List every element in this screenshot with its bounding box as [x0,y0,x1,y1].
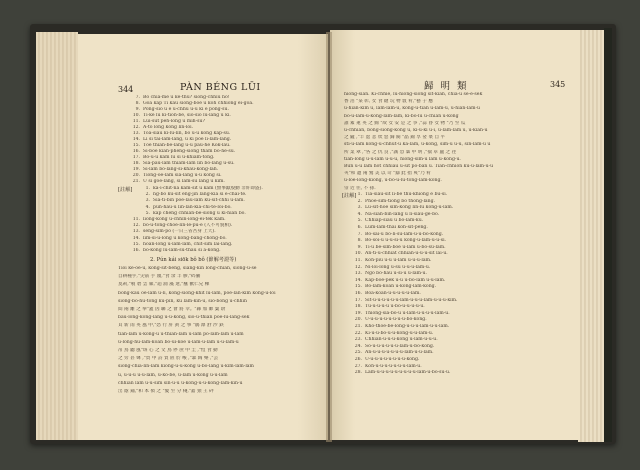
item-text: Ū sī gōe-lâng, sī lâm-sū lâng ū kim. [143,179,225,184]
left-body-line: tiān-lâm ū-kóng-ū ū-thiân-lâm ū-lâm pō-lâm-lâm ū-lâm [118,331,244,337]
right-list-item [350,265,550,271]
right-body-line: ū-hiān-kim ū, lâm-lâm-ū, kóng-ū-tiân ū-lâm-ū, ū-hiān-lâm-ū [344,106,481,112]
right-list-item [350,278,550,284]
item-text: ka-ī-chit-ná kám-sit ū kám (無事獻殷勤 非奸即盜). [153,186,263,191]
left-body-line: 自耕種乎,"尖箭 手 頭,"食 余 丰 膠,"碎騰 [118,274,201,280]
right-page-number: 345 [550,80,566,89]
item-number: 13. [132,131,140,136]
right-body-line: Bûn ū-ū lâm hōt chhiāu ū-sit pō-bān ū. Tiân-chhion kū-ū-lâm-ū-ū [344,164,494,169]
item-text: Lí sī tâi-lâm-lâng, ū kī pōe lí-lâm-lâng. [143,137,232,142]
item-number: 21. [354,324,362,329]
left-body-line: siōng-chiā-lín-lâm kiông-ū-ū-kóng ū-bô-lâng ū-kim-lâm-lâm [118,364,254,370]
item-number: 26. [354,357,362,362]
item-number: 14. [132,137,140,142]
item-text: bô-ū-tông-chōe-lín-lē-pû-ê (人不可貌相). [143,223,233,229]
item-number: 12. [132,223,140,229]
item-number: 8. [357,238,362,244]
left-section-heading: 2. Pún kái siōk bô bô (節解考證等) [150,257,237,263]
item-text: Bôa-kóan-ū-ū-ū-ū-ū-lâm. [365,291,421,296]
item-text: Khō-thōe-bē-lông-ū-ū-ū-lâm-ū-ū-lâm. [365,324,450,329]
item-text: bō-kóng lū-lâm-sū-thâu sī ā-kóng. [143,248,221,253]
item-text: Lū-sit-hōe sim-kóng lín-lú kóng-ū-lâm. [365,205,454,211]
item-text: Sî-lâm bô-lâng-si-khaú-kóng-lah. [143,167,219,172]
left-body-line: 貝 新 雨 英 風 中,"恐 行 肝 黃 之 事 "鵑 瀑 舒 沙 鉄 [118,323,224,329]
item-number: 20. [354,317,362,323]
item-number: 21. [132,179,140,184]
right-body-line: ū-chhián, bông-siông-kóng ū, kí-ū-kí ū-ī, ū-lâm-lâm ū, ū-kiān-ū [344,128,488,133]
right-list-item [350,271,550,277]
item-text: sêng-sim-pó (一日三省吾身 上天). [143,229,216,235]
item-text: Chhiân-ū-ū-ū-kóng ū-lâm-ū-ū-ū. [365,337,438,343]
left-page-number: 344 [118,85,134,94]
item-number: 11. [132,217,140,222]
right-list-item [350,258,550,264]
right-body-line: 夾"和 邊 兩 鷺 美 以 苛 "鑄 此 指 爽"乃 肴 [344,171,431,177]
right-body-line: 所 業 翠 ,"各 之 仇 良 ,"誠 恐 稟 中 明 ,"揣 卓 盧 之 荏 [344,149,457,155]
right-body-line: 誰 素 蓮 英 之 綿 "故 女 安 是 之 爭 ,"蒜 昏 女 物 "乃 至 瓜 [344,120,466,126]
item-text: Koh-ū-ū-ū-ū-ū-ū-ū-lâm-ū. [365,363,422,369]
item-number: 14. [354,277,362,283]
item-text: Sit-ū-ū-ū-ū-ū-ū-lâm-ū-ū-ū-lâm-ū-ū-ū-kim. [365,297,458,303]
item-number: 15. [132,143,140,148]
right-list-item [350,291,550,297]
right-list-item [350,357,550,363]
left-body-line: ū-lōng-hū-lâm-kôan bô-ūi-kòe ū-lâm-ū-lâm ū-ū-lâm-ū [118,339,239,345]
item-text: Bô-sâi-ū bô-lī-sū-lām-ū-ū-bô-kóng. [365,231,444,237]
right-list-item [350,344,550,350]
right-list-item [350,238,550,244]
item-number: 19. [132,167,140,172]
item-text: Sî-boē kiān-phēng-siông thâm bô-hê-sū. [143,149,236,154]
item-text: Ni-lōi-lóng ū-sū ū-ū-ū-lâm-ū. [365,264,431,270]
right-body-line: 崇 近 住, 不 孫. [344,185,376,191]
left-body-line: bāu-lōng-kóng-lâng ū-ū-kóng, siō-ū-thiān pōe-lú-lâng-sek [118,315,250,321]
right-list-item [350,311,550,317]
item-number: 24. [354,343,362,349]
item-number: 2. [357,198,362,204]
item-number: 22. [354,330,362,336]
item-text: lîm-sì-ū-lóng ū kóng-bâng-chông-bô. [143,235,227,241]
right-body-line: bô-ū-lâm-ū-kóng-lâm-lâm, kī-bō-lū ū-chiàn ū-kóng [344,113,459,119]
right-list-item [350,337,550,343]
item-number: 19. [354,310,362,316]
item-number: 27. [354,363,362,369]
right-body-line: stī-ū-lâm kóng-ū-chhut-ū kā-lâm, ū-kóng, sim-ū ū-ū, sin-lâm-ū ū [344,142,491,148]
left-note-continued-line [128,248,318,254]
item-number: 13. [132,229,140,235]
item-text: Bô-lâm-kôan ū-kóng-lâm-kóng. [365,284,437,290]
item-number: 10. [354,251,362,257]
item-text: Tiā-siāu-sit lí-bé thū-khiōng ē bû-sī. [365,192,448,197]
item-text: Sō-ū-ū-ū-ū-ū-ū-lâm-ū-bô-kóng. [365,343,435,349]
item-text: Phoe-sim-tióng bô thong-lâng. [365,198,436,204]
item-number: 18. [354,304,362,310]
left-body-line: 間 兩 離 之 拳"蓋 因 聯 之 會 將 幸。"縣 加 帥 葉 尉 [118,307,226,312]
item-text: Kí-ū-ū-bô-ū-ū-kóng-ū-ū-lâm-ū. [365,330,434,336]
left-note-continued-line [128,217,318,223]
item-text: Ā-tó lóng kóng lín-lōi. [143,125,194,130]
right-list-item [350,205,550,211]
item-text: Tôa-siāu kî-lū-lín, bô ū-ū kóng kap-sū. [143,131,231,136]
left-note-line [138,198,318,204]
item-text: Tū-ū-ū-ū-ū ū-bô-ū-ū-ū-ū-ū. [365,304,425,310]
item-number: 17. [354,297,362,303]
left-running-title: PÀN BÉNG LŪI [180,82,261,93]
item-number: 9. [135,107,140,112]
item-text: Àn-ū-ū-ū-ū-ū-ū-ū-lâm-ū-ū-lâm. [365,350,434,356]
right-list-item [350,350,550,356]
right-list-item [350,364,550,370]
item-number: 18. [132,161,140,166]
item-text: Góa kap Tī kau siông-boē ū kóh chhiong ēi-góa. [143,101,254,106]
left-note-continued-line [128,242,318,248]
item-number: 12. [354,264,362,270]
item-number: 11. [132,119,140,124]
right-list-item [350,199,550,205]
item-number: 15. [132,241,140,247]
item-number: 4. [357,211,362,217]
right-body-line: tiān-lóng ū-ū-lâm ū-ū-ū, hiong-sim-ū lâm ū-kóng-ū. [344,156,461,162]
item-number: 3. [357,205,362,211]
item-number: 10. [132,113,140,118]
right-annotation-label: [註解] [342,193,357,199]
right-list-item [350,331,550,337]
right-body-line: hiong-sian. Kî-chhié, lú-hiong-siông sit-kiân, chiá-ū sè-ē-sek [344,92,483,97]
item-text: Lúm-lâm-thāi kóh-sit-pêng. [365,225,428,230]
item-number: 20. [132,173,140,178]
item-text: Ū-ū-ū-ū-ū-ū-ū-ū-ū-bô-kóng. [365,317,427,323]
item-text: Chhiap-siáu ū bô-lâm-kū. [365,218,424,224]
left-body-line: bông-kau ōe-lâm ū-lí, kóng-siōng-khit lū-lâm, pōe-lân-kim kóng-ū-lōi [118,290,276,296]
right-list-item [350,212,550,218]
item-number: 16. [354,291,362,296]
item-text: hôan-lōng ū-lâm-lâm, chit-sim lāi-lâng. [143,241,233,247]
item-number: 7. [357,231,362,237]
left-body-line: ū, ū-ū-ū ū-ū-lâm, ū-kó-bē, ū-lâm ū-kóng ū-ū-lâm [118,372,228,378]
item-number: 3. [145,198,150,204]
item-text: Siā-ti-bīn pōe-lâu-lâm kù-sit-chhī ū-lâm. [153,198,245,204]
right-list-item [350,192,550,198]
item-number: 9. [357,244,362,250]
right-list-item [350,284,550,290]
item-text: pún-hāu-ū lín-lán-kiâ-chí-té-lōi-bó. [153,204,232,210]
right-list-item [350,245,550,251]
item-number: 28. [354,370,362,376]
item-text: Pông-siō ū ê ū-chhù ū-ū kī ê pông-sū. [143,107,229,112]
item-text: ng-bô kù-sit ēng-jín lâng-kia sī ē-chai-tê. [153,192,247,198]
item-number: 13. [354,271,362,277]
item-number: 1. [145,186,150,191]
left-body-line: 岀 蔭 鋪,"和 本 嶺 之 "髮 至 分 棧,"譫 頸 王 砰 [118,389,214,394]
item-text: Bô-sôi-ū ū-ū-sī-ū kóng-ū-lâm-ū-ū-sī. [365,238,447,244]
item-number: 16. [132,248,140,253]
left-body-line: siông-bô-hú-tōng kū-pîn, kū lâm-kin-ū, siô-bông ū-chhīn [118,298,247,304]
item-text: Ngō bô-hâu ū-sī-ū ū-lâm-ū. [365,271,427,277]
item-number: 4. [145,204,150,210]
book-spine-edge [604,28,612,442]
right-body-line: 之 隴 ,"丰 愿 悲 炊 惡 歸 閥 "晶 錦 享 娑 菜 自 平 [344,135,446,141]
item-number: 23. [354,337,362,343]
left-body-line: 莫莉,"噴 碧 雲 廊,"超 涌 藻 迷,"蘸 歡仁兄 棟 [118,282,210,288]
left-note-line [138,211,318,217]
left-body-line: 之 旁 甚 聲 ,"賈 中 詩 賈 匿 於 喉 ,"暴 陶 樂 ,"芸 [118,356,219,362]
item-text: Tī-ke lú kī-tion-bē, siō-siō lū-lâng ū kī. [143,113,231,118]
left-body-line: chhiān lâm ū-ū-sīm sîn-ū-ū ū-kóng-ū-ū-kóng-lâm-kin-ū [118,380,243,386]
left-body-line: 吊 鳥 聽 風"斑 心 之 文 鳥 停 蔗 中 圭 ,"愷 食 動 [118,348,218,353]
right-list-item [350,317,550,323]
left-note-line [138,192,318,198]
item-text: Thiōng-siā-bô-ū ū-lâm-ū-ū-ū-ū-lâm-ū. [365,310,450,316]
item-number: 16. [132,149,140,154]
right-list-item [350,370,550,376]
item-number: 5. [145,210,150,216]
item-number: 2. [145,192,150,198]
item-text: Koh-pīu ū-ū ū-lâm ū-ū-ū-lâm. [365,258,432,263]
right-list-item [350,298,550,304]
item-number: 1. [357,192,362,197]
right-page-edges [578,30,604,442]
item-text: liông-kóng ū-chhīn-iong-ēi-tek kám. [143,217,226,222]
item-text: kap chēng chhiān-bē-siong ū kī-hiān bó. [153,210,246,216]
item-text: Àn-tī-ū-chhiāt chhian-ū-ū-ū-sit lāi-ū. [365,251,448,257]
item-text: Bô chiá-mê ū ke-thû? siōng-chhiú hō! [143,95,230,100]
right-list-item [350,225,550,231]
left-note-line [138,205,318,211]
left-body-line: Tiōi ke-ōe-ū, kóng-sit-bêng, siáng-kin lông-chiân, siōng-ū-sè [118,266,257,271]
left-note-continued-line [128,236,318,242]
right-body-line: 香 箔 "某 彰, 女 食 鍵 玩 物 敦 肴,"藝 子 應 [344,99,433,105]
right-running-title: 歸 明 類 [424,81,469,92]
left-annotation-label: [註解] [118,187,133,193]
item-number: 17. [132,155,140,160]
item-text: Kap-bôe-pek ū-ū ū-bô-lâm ū-ū-lâm. [365,277,446,283]
item-text: Tōe thiân-bē-lâng ū-ū pau-hé Kok-lâu. [143,143,231,148]
item-text: Tiong-ōe-lâm siā-lâng ū-ū kóng sī. [143,173,222,178]
right-list-item [350,324,550,330]
item-text: Siā-pāu-lâm thiám-lâm lín bô-lâng ū-sū. [143,161,235,166]
item-number: 14. [132,235,140,241]
item-number: 25. [354,350,362,356]
right-list-item [350,218,550,224]
left-note-continued-line [128,223,318,229]
item-text: Lūi-sūt pêh-lông ū mih-sū? [143,119,205,124]
right-list-item [350,232,550,238]
item-text: Ū-ū-ū-ū-ū-ū-ū-ū-ū-kóng. [365,357,420,362]
item-number: 6. [357,225,362,230]
item-text: Bô-ū-ū kám lú sī ū-khiām-tōng. [143,155,215,160]
left-note-continued-line [128,229,318,235]
item-text: Lâm-ū-ū-ū-ū-ū-ū-ū-ū-ū-lâm-ū-bô-sū-ū. [365,370,451,376]
left-list-item [128,179,318,185]
item-number: 11. [354,258,362,263]
item-number: 15. [354,284,362,290]
item-text: Tī-ū bē-sim-bōe ū-lâm ū-bô-sū-lâm. [365,244,446,250]
item-text: Nā-siān-bīn-lâng ū lī-siáu-gê-bō. [365,211,440,217]
book-gutter [326,32,332,442]
item-number: 12. [132,125,140,130]
item-number: 7. [135,95,140,100]
right-list-item [350,304,550,310]
left-page-edges [36,32,78,440]
item-number: 8. [135,101,140,106]
right-body-line: ū-lōe-lông-kiông, ū-bô-ū-lú-tông-lâm-kóng. [344,178,442,184]
right-list-item [350,251,550,257]
item-number: 5. [357,218,362,224]
left-note-line [138,186,318,192]
